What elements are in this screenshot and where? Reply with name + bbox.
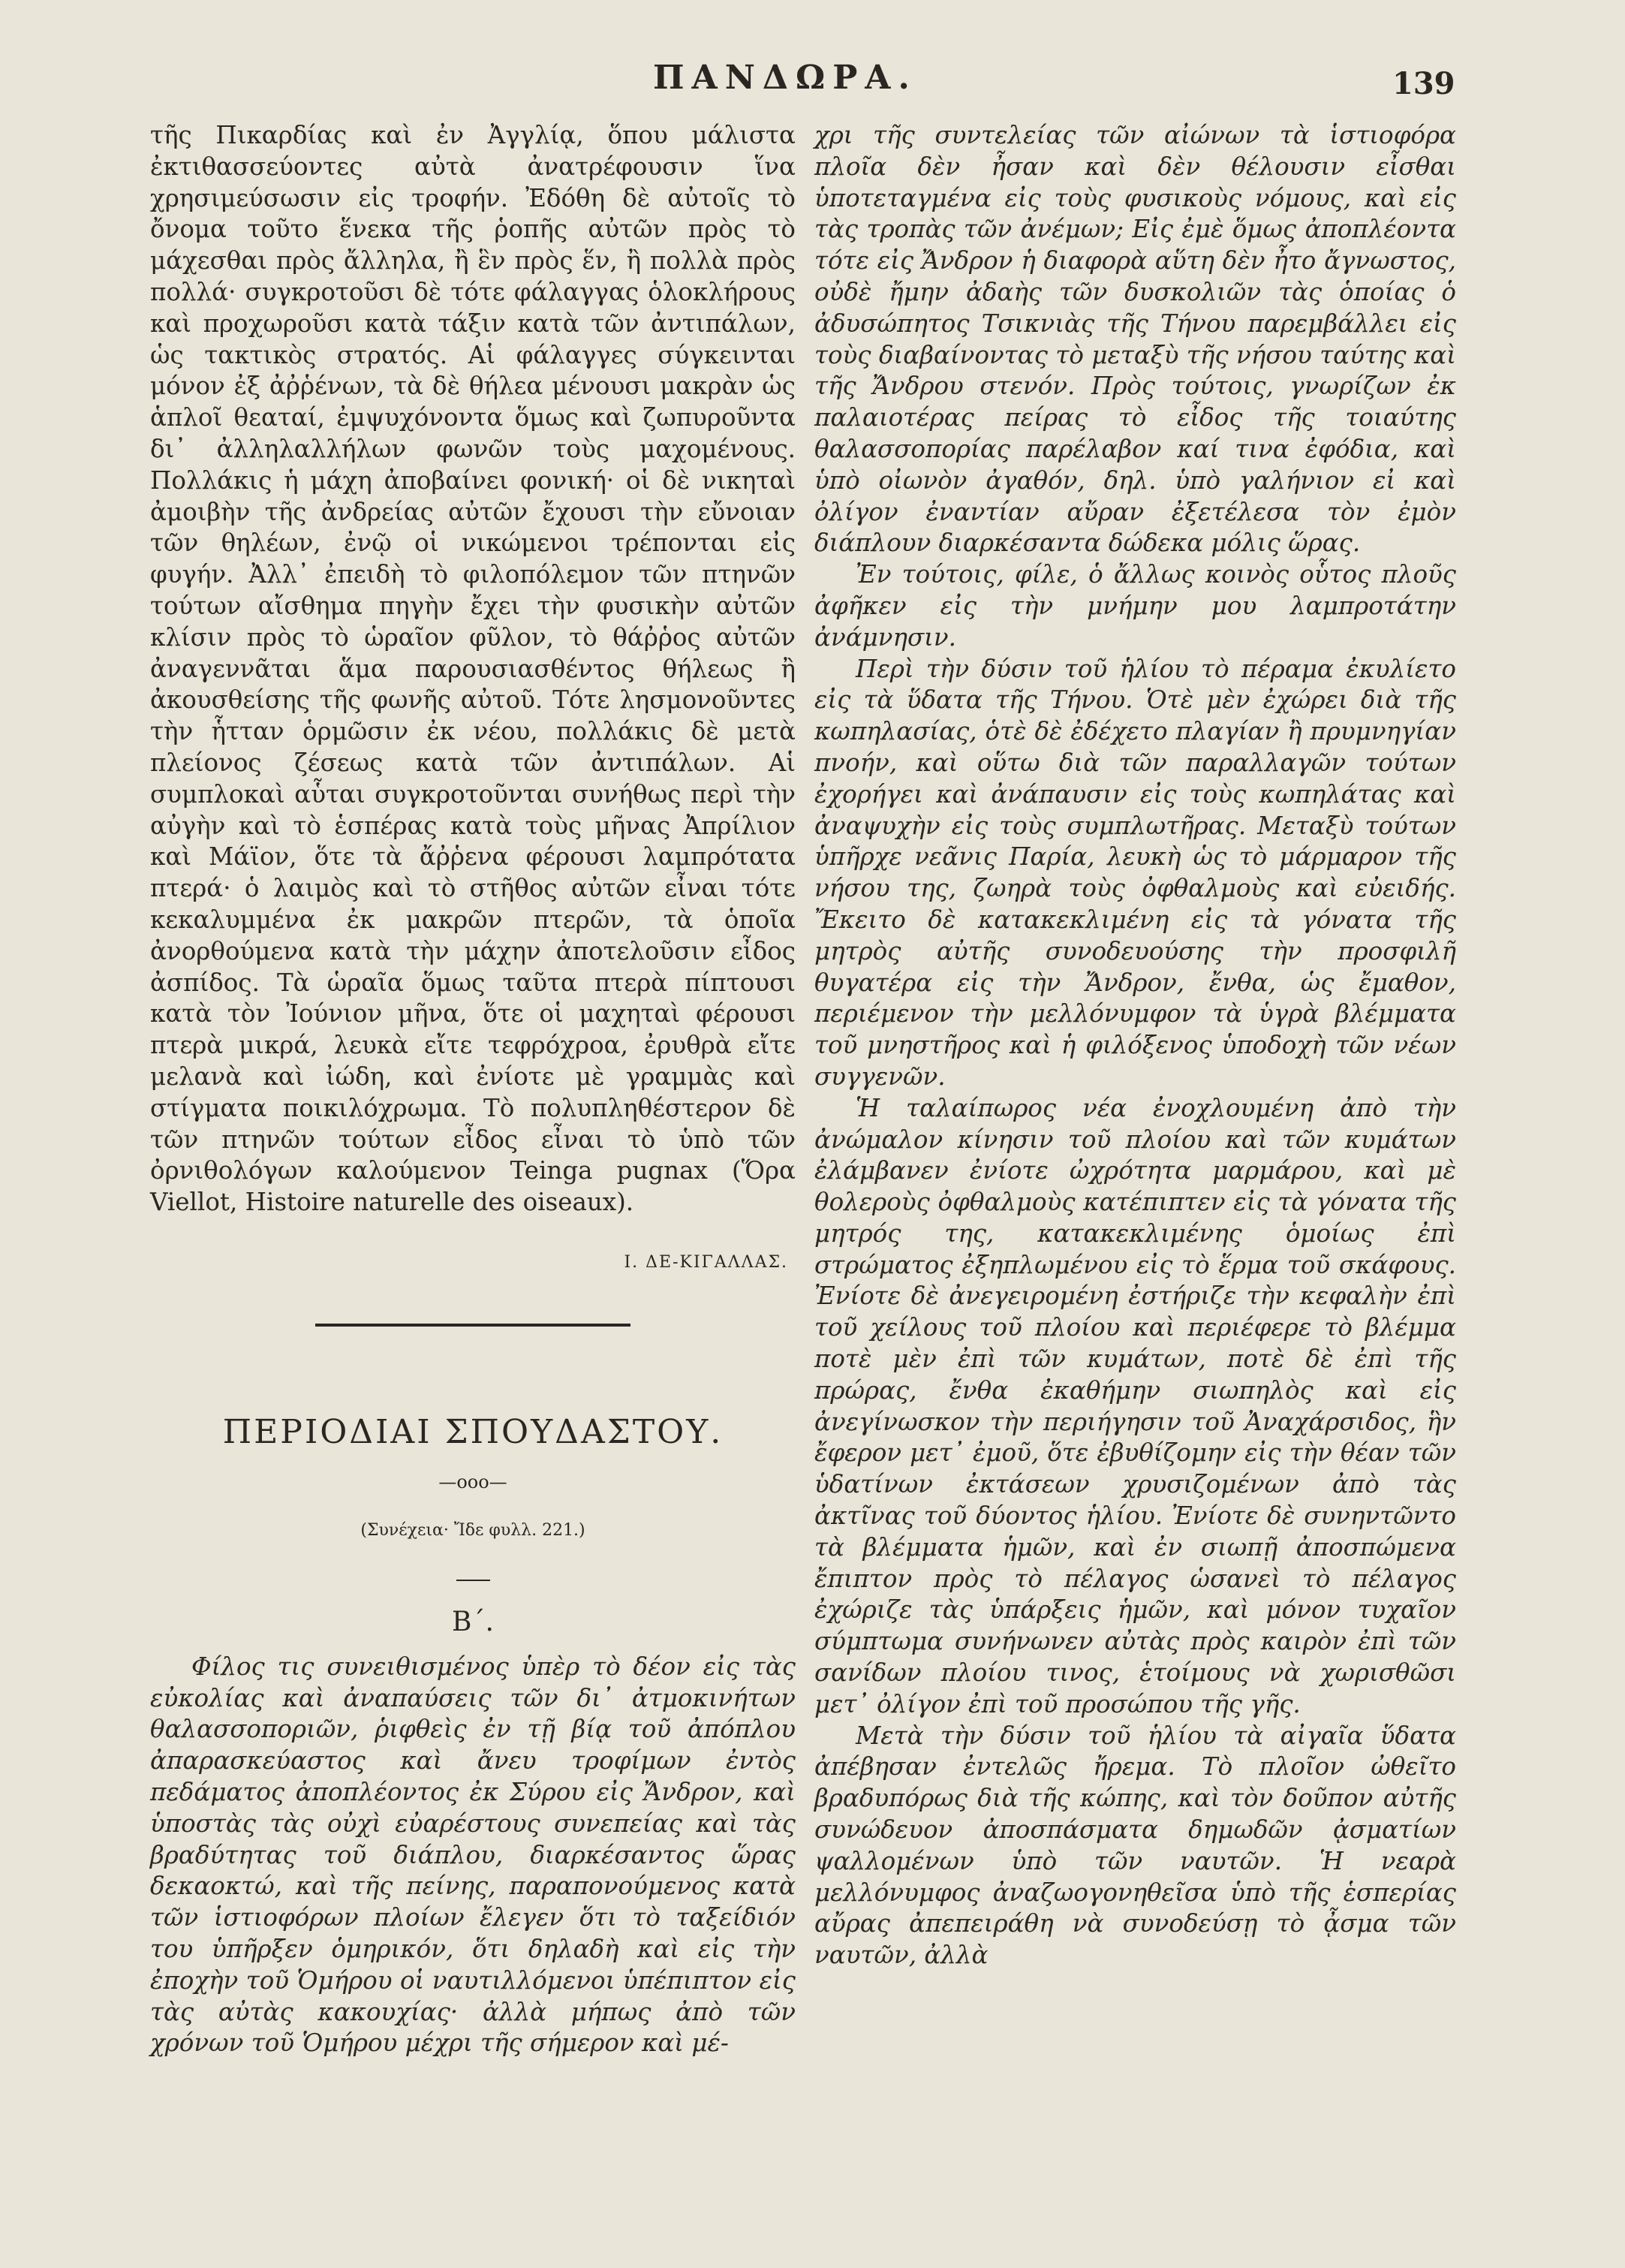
page-number: 139 — [1392, 66, 1455, 101]
article-paragraph: Περὶ τὴν δύσιν τοῦ ἡλίου τὸ πέραμα ἐκυλίετο εἰς τὰ ὕδατα τῆς Τήνου. Ὁτὲ μὲν ἐχώρει διὰ τῆς κωπηλασίας, ὁτὲ δὲ ἐδέχετο πλαγίαν ἢ πρυμνηγίαν πνοήν, καὶ οὕτω διὰ τῶν παραλλαγῶν τούτων ἐχορήγει καὶ ἀνάπαυσιν εἰς τοὺς κωπηλάτας καὶ ἀναψυχὴν εἰς τοὺς συμπλωτῆρας. Μεταξὺ τούτων ὑπῆρχε νεᾶνις Παρία, λευκὴ ὡς τὸ μάρμαρον τῆς νήσου της, ζωηρὰ τοὺς ὀφθαλμοὺς καὶ εὐειδής. Ἔκειτο δὲ κατακεκλιμένη εἰς τὰ γόνατα τῆς μητρὸς αὐτῆς συνοδευούσης τὴν προσφιλῆ θυγατέρα εἰς τὴν Ἄνδρον, ἔνθα, ὡς ἔμαθον, περιέμενον τὴν μελλόνυμφον τὰ ὑγρὰ βλέμματα τοῦ μνηστῆρος καὶ ἡ φιλόξενος ὑποδοχὴ τῶν νέων συγγενῶν. — [814, 654, 1456, 1091]
author-signature: Ι. ΔΕ-ΚΙΓΑΛΛΑΣ. — [624, 1252, 788, 1272]
part-label: Β΄. — [452, 1607, 494, 1638]
article-paragraph: Μετὰ τὴν δύσιν τοῦ ἡλίου τὰ αἰγαῖα ὕδατα ἀπέβησαν ἐντελῶς ἤρεμα. Τὸ πλοῖον ὠθεῖτο βραδυπόρως διὰ τῆς κώπης, καὶ τὸν δοῦπον αὐτῆς συνώδευον ἀποσπάσματα δημωδῶν ᾀσματίων ψαλλομένων ὑπὸ τῶν ναυτῶν. Ἡ νεαρὰ μελλόνυμφος ἀναζωογονηθεῖσα ὑπὸ τῆς ἑσπερίας αὔρας ἀπεπειράθη νὰ συνοδεύσῃ τὸ ᾆσμα τῶν ναυτῶν, ἀλλὰ — [814, 1721, 1456, 1970]
section-title: ΠΕΡΙΟΔΙΑΙ ΣΠΟΥΔΑΣΤΟΥ. — [222, 1412, 724, 1451]
left-column — [150, 120, 796, 2059]
article-paragraph: χρι τῆς συντελείας τῶν αἰώνων τὰ ἱστιοφόρα πλοῖα δὲν ἦσαν καὶ δὲν θέλουσιν εἶσθαι ὑποτεταγμένα εἰς τοὺς φυσικοὺς νόμους, καὶ εἰς τὰς τροπὰς τῶν ἀνέμων; Εἰς ἐμὲ ὅμως ἀποπλέοντα τότε εἰς Ἄνδρον ἡ διαφορὰ αὕτη δὲν ἦτο ἄγνωστος, οὐδὲ ἤμην ἀδαὴς τῶν δυσκολιῶν τὰς ὁποίας ὁ ἀδυσώπητος Τσικνιὰς τῆς Τήνου παρεμβάλλει εἰς τοὺς διαβαίνοντας τὸ μεταξὺ τῆς νήσου ταύτης καὶ τῆς Ἄνδρου στενόν. Πρὸς τούτοις, γνωρίζων ἐκ παλαιοτέρας πείρας τὸ εἶδος τῆς τοιαύτης θαλασσοπορίας παρέλαβον καί τινα ἐφόδια, καὶ ὑπὸ οἰωνὸν ἀγαθόν, δηλ. ὑπὸ γαλήνιον εἰ καὶ ὀλίγον ἐναντίαν αὔραν ἐξετέλεσα τὸν ἐμὸν διάπλουν διαρκέσαντα δώδεκα μόλις ὥρας. — [814, 121, 1456, 558]
short-divider — [456, 1580, 490, 1581]
page-header-title: ΠΑΝΔΩΡΑ. — [653, 59, 917, 97]
article-paragraph: τῆς Πικαρδίας καὶ ἐν Ἀγγλίᾳ, ὅπου μάλιστα ἐκτιθασσεύοντες αὐτὰ ἀνατρέφουσιν ἵνα χρησιμεύσωσιν εἰς τροφήν. Ἐδόθη δὲ αὐτοῖς τὸ ὄνομα τοῦτο ἕνεκα τῆς ῥοπῆς αὐτῶν πρὸς τὸ μάχεσθαι πρὸς ἄλληλα, ἢ ἓν πρὸς ἕν, ἢ πολλὰ πρὸς πολλά· συγκροτοῦσι δὲ τότε φάλαγγας ὁλοκλήρους καὶ προχωροῦσι κατὰ τάξιν κατὰ τῶν ἀντιπάλων, ὡς τακτικὸς στρατός. Αἱ φάλαγγες σύγκεινται μόνον ἐξ ἀῤῥένων, τὰ δὲ θήλεα μένουσι μακρὰν ὡς ἁπλοῖ θεαταί, ἐμψυχόνοντα ὅμως καὶ ζωπυροῦντα δι᾽ ἀλληλαλλήλων φωνῶν τοὺς μαχομένους. Πολλάκις ἡ μάχη ἀποβαίνει φονική· οἱ δὲ νικηταὶ ἀμοιβὴν τῆς ἀνδρείας αὐτῶν ἔχουσι τὴν εὔνοιαν τῶν θηλέων, ἐνῷ οἱ νικώμενοι τρέπονται εἰς φυγήν. Ἀλλ᾽ ἐπειδὴ τὸ φιλοπόλεμον τῶν πτηνῶν τούτων αἴσθημα πηγὴν ἔχει τὴν φυσικὴν αὐτῶν κλίσιν πρὸς τὸ ὡραῖον φῦλον, τὸ θάῤῥος αὐτῶν ἀναγεννᾶται ἅμα παρουσιασθέντος θήλεως ἢ ἀκουσθείσης τῆς φωνῆς αὐτοῦ. Τότε λησμονοῦντες τὴν ἧτταν ὁρμῶσιν ἐκ νέου, πολλάκις δὲ μετὰ πλείονος ζέσεως κατὰ τῶν ἀντιπάλων. Αἱ συμπλοκαὶ αὗται συγκροτοῦνται συνήθως περὶ τὴν αὐγὴν καὶ τὸ ἑσπέρας κατὰ τοὺς μῆνας Ἀπρίλιον καὶ Μάϊον, ὅτε τὰ ἄῤῥενα φέρουσι λαμπρότατα πτερά· ὁ λαιμὸς καὶ τὸ στῆθος αὐτῶν εἶναι τότε κεκαλυμμένα ἐκ μακρῶν πτερῶν, τὰ ὁποῖα ἀνορθούμενα κατὰ τὴν μάχην ἀποτελοῦσιν εἶδος ἀσπίδος. Τὰ ὡραῖα ὅμως ταῦτα πτερὰ πίπτουσι κατὰ τὸν Ἰούνιον μῆνα, ὅτε οἱ μαχηταὶ φέρουσι πτερὰ μικρά, λευκὰ εἴτε τεφρόχροα, ἐρυθρὰ εἴτε μελανὰ καὶ ἰώδη, καὶ ἐνίοτε μὲ γραμμὰς καὶ στίγματα ποικιλόχρωμα. Τὸ πολυπληθέστερον δὲ τῶν πτηνῶν τούτων εἶδος εἶναι τὸ ὑπὸ τῶν ὀρνιθολόγων καλούμενον Teinga pugnax (Ὅρα Viellot, Histoire naturelle des oiseaux). — [150, 121, 796, 1217]
right-column — [814, 120, 1456, 1971]
ornament: —οοο— — [438, 1471, 507, 1493]
continuation-note: (Συνέχεια· Ἴδε φυλλ. 221.) — [360, 1521, 585, 1541]
section-divider — [315, 1324, 630, 1327]
article-paragraph: Ἡ ταλαίπωρος νέα ἐνοχλουμένη ἀπὸ τὴν ἀνώμαλον κίνησιν τοῦ πλοίου καὶ τῶν κυμάτων ἐλάμβανεν ἐνίοτε ὠχρότητα μαρμάρου, καὶ μὲ θολεροὺς ὀφθαλμοὺς κατέπιπτεν εἰς τὰ γόνατα τῆς μητρός της, κατακεκλιμένης ὁμοίως ἐπὶ στρώματος ἐξηπλωμένου εἰς τὸ ἕρμα τοῦ σκάφους. Ἐνίοτε δὲ ἀνεγειρομένη ἐστήριζε τὴν κεφαλὴν ἐπὶ τοῦ χείλους τοῦ πλοίου καὶ περιέφερε τὸ βλέμμα ποτὲ μὲν ἐπὶ τῶν κυμάτων, ποτὲ δὲ ἐπὶ τῆς πρώρας, ἔνθα ἐκαθήμην σιωπηλὸς καὶ εἰς ἀνεγίνωσκον τὴν περιήγησιν τοῦ Ἀναχάρσιδος, ἣν ἔφερον μετ᾽ ἐμοῦ, ὅτε ἐβυθίζομην εἰς τὴν θέαν τῶν ὑδατίνων ἐκτάσεων χρυσιζομένων ἀπὸ τὰς ἀκτῖνας τοῦ δύοντος ἡλίου. Ἐνίοτε δὲ συνηντῶντο τὰ βλέμματα ἡμῶν, καὶ ἐν σιωπῇ ἀποσπώμενα ἔπιπτον πρὸς τὸ πέλαγος ὡσανεὶ τὸ πέλαγος ἐχώριζε τὰς ὑπάρξεις ἡμῶν, καὶ μόνον τυχαῖον σύμπτωμα συνήνωνεν αὐτὰς πρὸς καιρὸν ἐπὶ τῶν σανίδων πλοίου τινος, ἑτοίμους νὰ χωρισθῶσι μετ᾽ ὀλίγον ἐπὶ τοῦ προσώπου τῆς γῆς. — [814, 1093, 1456, 1718]
article-paragraph: Φίλος τις συνειθισμένος ὑπὲρ τὸ δέον εἰς τὰς εὐκολίας καὶ ἀναπαύσεις τῶν δι᾽ ἀτμοκινήτων θαλασσοποριῶν, ῥιφθεὶς ἐν τῇ βίᾳ τοῦ ἀπόπλου ἀπαρασκεύαστος καὶ ἄνευ τροφίμων ἐντὸς πεδάματος ἀποπλέοντος ἐκ Σύρου εἰς Ἄνδρον, καὶ ὑποστὰς τὰς οὐχὶ εὐαρέστους συνεπείας καὶ τὰς βραδύτητας τοῦ διάπλου, διαρκέσαντος ὥρας δεκαοκτώ, καὶ τῆς πείνης, παραπονούμενος κατὰ τῶν ἱστιοφόρων πλοίων ἔλεγεν ὅτι τὸ ταξείδιόν του ὑπῆρξεν ὁμηρικόν, ὅτι δηλαδὴ καὶ εἰς τὴν ἐποχὴν τοῦ Ὁμήρου οἱ ναυτιλλόμενοι ὑπέπιπτον εἰς τὰς αὐτὰς κακουχίας· ἀλλὰ μήπως ἀπὸ τῶν χρόνων τοῦ Ὁμήρου μέχρι τῆς σήμερον καὶ μέ- — [150, 1652, 796, 2058]
article-paragraph: Ἐν τούτοις, φίλε, ὁ ἄλλως κοινὸς οὗτος πλοῦς ἀφῆκεν εἰς τὴν μνήμην μου λαμπροτάτην ἀνάμνησιν. — [814, 560, 1456, 652]
